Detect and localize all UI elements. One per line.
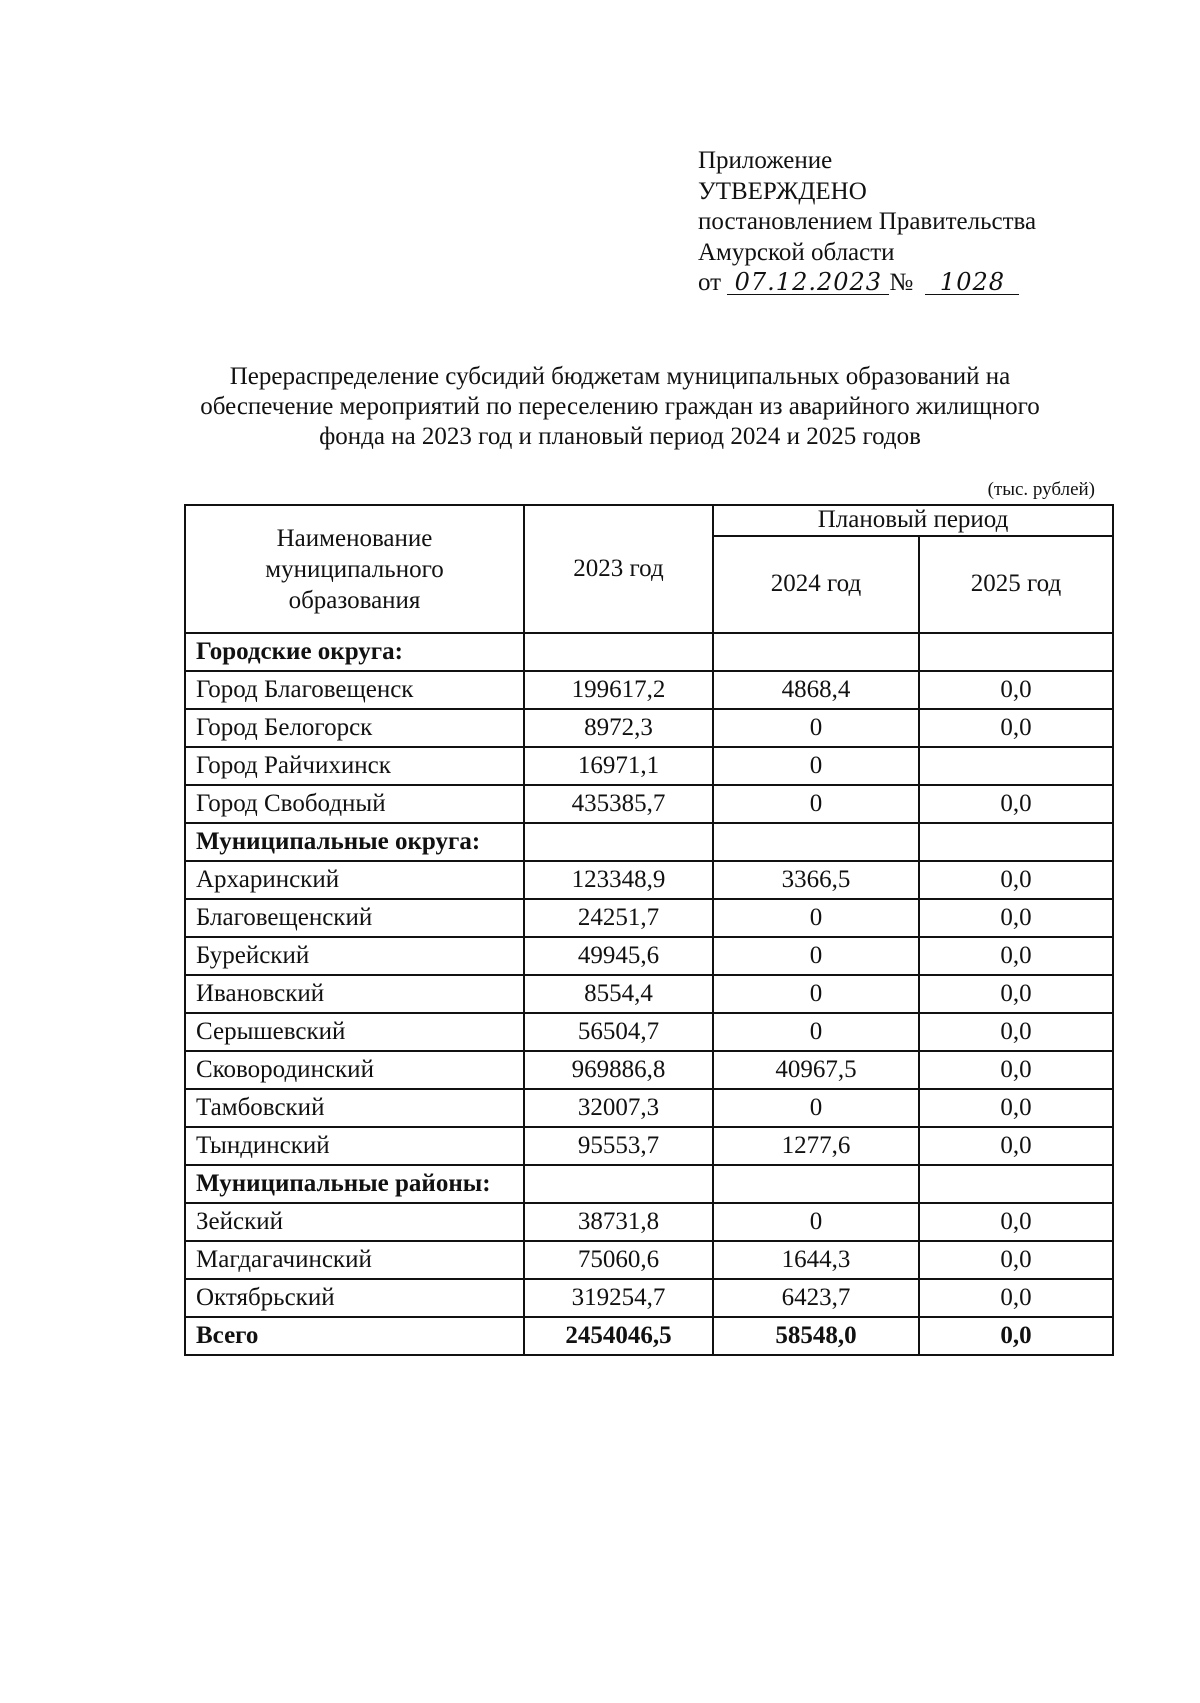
value-2025-cell: 0,0: [919, 1127, 1113, 1165]
value-2023-cell: 435385,7: [524, 785, 713, 823]
municipality-name-cell: Серышевский: [185, 1013, 524, 1051]
table-row: [185, 1203, 1113, 1241]
from-label: от: [698, 269, 722, 296]
title-line: Перераспределение субсидий бюджетам муниципальных образований на: [229, 363, 1011, 390]
value-2024-cell: 0: [713, 1089, 919, 1127]
value-2025-cell: 0,0: [919, 709, 1113, 747]
header-2023-cell: 2023 год: [524, 505, 713, 633]
value-2025-cell: 0,0: [919, 1279, 1113, 1317]
section-row: [185, 1165, 1113, 1203]
table-row: [185, 747, 1113, 785]
approved-label: УТВЕРЖДЕНО: [698, 177, 867, 205]
header-planned-cell: Плановый период: [713, 505, 1113, 536]
municipality-name-cell: Тамбовский: [185, 1089, 524, 1127]
value-2023-cell: 8554,4: [524, 975, 713, 1013]
empty-cell: [713, 633, 919, 671]
value-2024-cell: 1644,3: [713, 1241, 919, 1279]
empty-cell: [919, 1165, 1113, 1203]
section-title-cell: Городские округа:: [185, 633, 524, 671]
table-row: [185, 899, 1113, 937]
table-row: [185, 1127, 1113, 1165]
value-2024-cell: 0: [713, 937, 919, 975]
municipality-name-cell: Магдагачинский: [185, 1241, 524, 1279]
total-2025-cell: 0,0: [919, 1317, 1113, 1355]
table-row: [185, 1013, 1113, 1051]
municipality-name-cell: Тындинский: [185, 1127, 524, 1165]
empty-cell: [919, 633, 1113, 671]
value-2025-cell: 0,0: [919, 1051, 1113, 1089]
value-2023-cell: 8972,3: [524, 709, 713, 747]
municipality-name-cell: Ивановский: [185, 975, 524, 1013]
value-2024-cell: 0: [713, 1013, 919, 1051]
empty-cell: [524, 1165, 713, 1203]
municipality-name-cell: Город Райчихинск: [185, 747, 524, 785]
table-row: [185, 709, 1113, 747]
table-row: [185, 1279, 1113, 1317]
value-2023-cell: 38731,8: [524, 1203, 713, 1241]
appendix-label: Приложение: [698, 147, 833, 174]
value-2023-cell: 319254,7: [524, 1279, 713, 1317]
value-2023-cell: 95553,7: [524, 1127, 713, 1165]
value-2023-cell: 49945,6: [524, 937, 713, 975]
value-2025-cell: 0,0: [919, 1013, 1113, 1051]
value-2023-cell: 199617,2: [524, 671, 713, 709]
region-label: Амурской области: [698, 238, 895, 266]
total-label-cell: Всего: [185, 1317, 524, 1355]
value-2023-cell: 969886,8: [524, 1051, 713, 1089]
table-row: [185, 785, 1113, 823]
header-name-line: муниципального: [265, 555, 444, 583]
value-2023-cell: 75060,6: [524, 1241, 713, 1279]
total-2023-cell: 2454046,5: [524, 1317, 713, 1355]
value-2025-cell: 0,0: [919, 785, 1113, 823]
value-2023-cell: 56504,7: [524, 1013, 713, 1051]
municipality-name-cell: Бурейский: [185, 937, 524, 975]
total-2024-cell: 58548,0: [713, 1317, 919, 1355]
value-2023-cell: 32007,3: [524, 1089, 713, 1127]
empty-cell: [524, 633, 713, 671]
table-row: [185, 671, 1113, 709]
handwritten-number: 1028: [925, 270, 1019, 295]
title-line: обеспечение мероприятий по переселению граждан из аварийного жилищного: [200, 393, 1040, 420]
section-title-cell: Муниципальные районы:: [185, 1165, 524, 1203]
section-title-cell: Муниципальные округа:: [185, 823, 524, 861]
table-row: [185, 1241, 1113, 1279]
number-sign: №: [889, 269, 914, 296]
municipality-name-cell: Город Белогорск: [185, 709, 524, 747]
value-2024-cell: 1277,6: [713, 1127, 919, 1165]
table-row: [185, 1089, 1113, 1127]
empty-cell: [524, 823, 713, 861]
decree-label: постановлением Правительства: [698, 208, 1037, 235]
value-2025-cell: 0,0: [919, 1089, 1113, 1127]
value-2023-cell: 123348,9: [524, 861, 713, 899]
empty-cell: [713, 1165, 919, 1203]
value-2024-cell: 0: [713, 1203, 919, 1241]
municipality-name-cell: Октябрьский: [185, 1279, 524, 1317]
municipality-name-cell: Архаринский: [185, 861, 524, 899]
value-2025-cell: 0,0: [919, 861, 1113, 899]
value-2024-cell: 40967,5: [713, 1051, 919, 1089]
value-2024-cell: 0: [713, 899, 919, 937]
header-2024-cell: 2024 год: [713, 536, 919, 633]
value-2024-cell: 4868,4: [713, 671, 919, 709]
header-name-cell: [185, 505, 524, 633]
municipality-name-cell: Город Благовещенск: [185, 671, 524, 709]
municipality-name-cell: Город Свободный: [185, 785, 524, 823]
section-row: [185, 823, 1113, 861]
value-2024-cell: 6423,7: [713, 1279, 919, 1317]
municipality-name-cell: Благовещенский: [185, 899, 524, 937]
value-2025-cell: 0,0: [919, 975, 1113, 1013]
total-row: [185, 1317, 1113, 1355]
units-label: (тыс. рублей): [987, 479, 1095, 500]
value-2024-cell: 0: [713, 785, 919, 823]
value-2025-cell: 0,0: [919, 671, 1113, 709]
municipality-name-cell: Зейский: [185, 1203, 524, 1241]
header-name-line: образования: [288, 586, 421, 614]
approval-block: [698, 146, 1036, 299]
value-2025-cell: 0,0: [919, 1203, 1113, 1241]
title-line: фонда на 2023 год и плановый период 2024 и 2025 годов: [319, 423, 921, 450]
table-row: [185, 937, 1113, 975]
subsidy-table: [184, 504, 1114, 1356]
municipality-name-cell: Сковородинский: [185, 1051, 524, 1089]
table-row: [185, 975, 1113, 1013]
value-2025-cell: [919, 747, 1113, 785]
value-2023-cell: 24251,7: [524, 899, 713, 937]
value-2025-cell: 0,0: [919, 937, 1113, 975]
decree-date-line: [698, 268, 1036, 299]
value-2024-cell: 0: [713, 975, 919, 1013]
handwritten-date: 07.12.2023: [727, 270, 889, 295]
section-row: [185, 633, 1113, 671]
table-row: [185, 861, 1113, 899]
value-2025-cell: 0,0: [919, 1241, 1113, 1279]
value-2024-cell: 3366,5: [713, 861, 919, 899]
value-2024-cell: 0: [713, 747, 919, 785]
value-2025-cell: 0,0: [919, 899, 1113, 937]
empty-cell: [713, 823, 919, 861]
header-2025-cell: 2025 год: [919, 536, 1113, 633]
empty-cell: [919, 823, 1113, 861]
table-header-row: [185, 505, 1113, 536]
table-row: [185, 1051, 1113, 1089]
document-title: [150, 362, 1090, 452]
value-2023-cell: 16971,1: [524, 747, 713, 785]
header-name-line: Наименование: [276, 524, 433, 552]
value-2024-cell: 0: [713, 709, 919, 747]
